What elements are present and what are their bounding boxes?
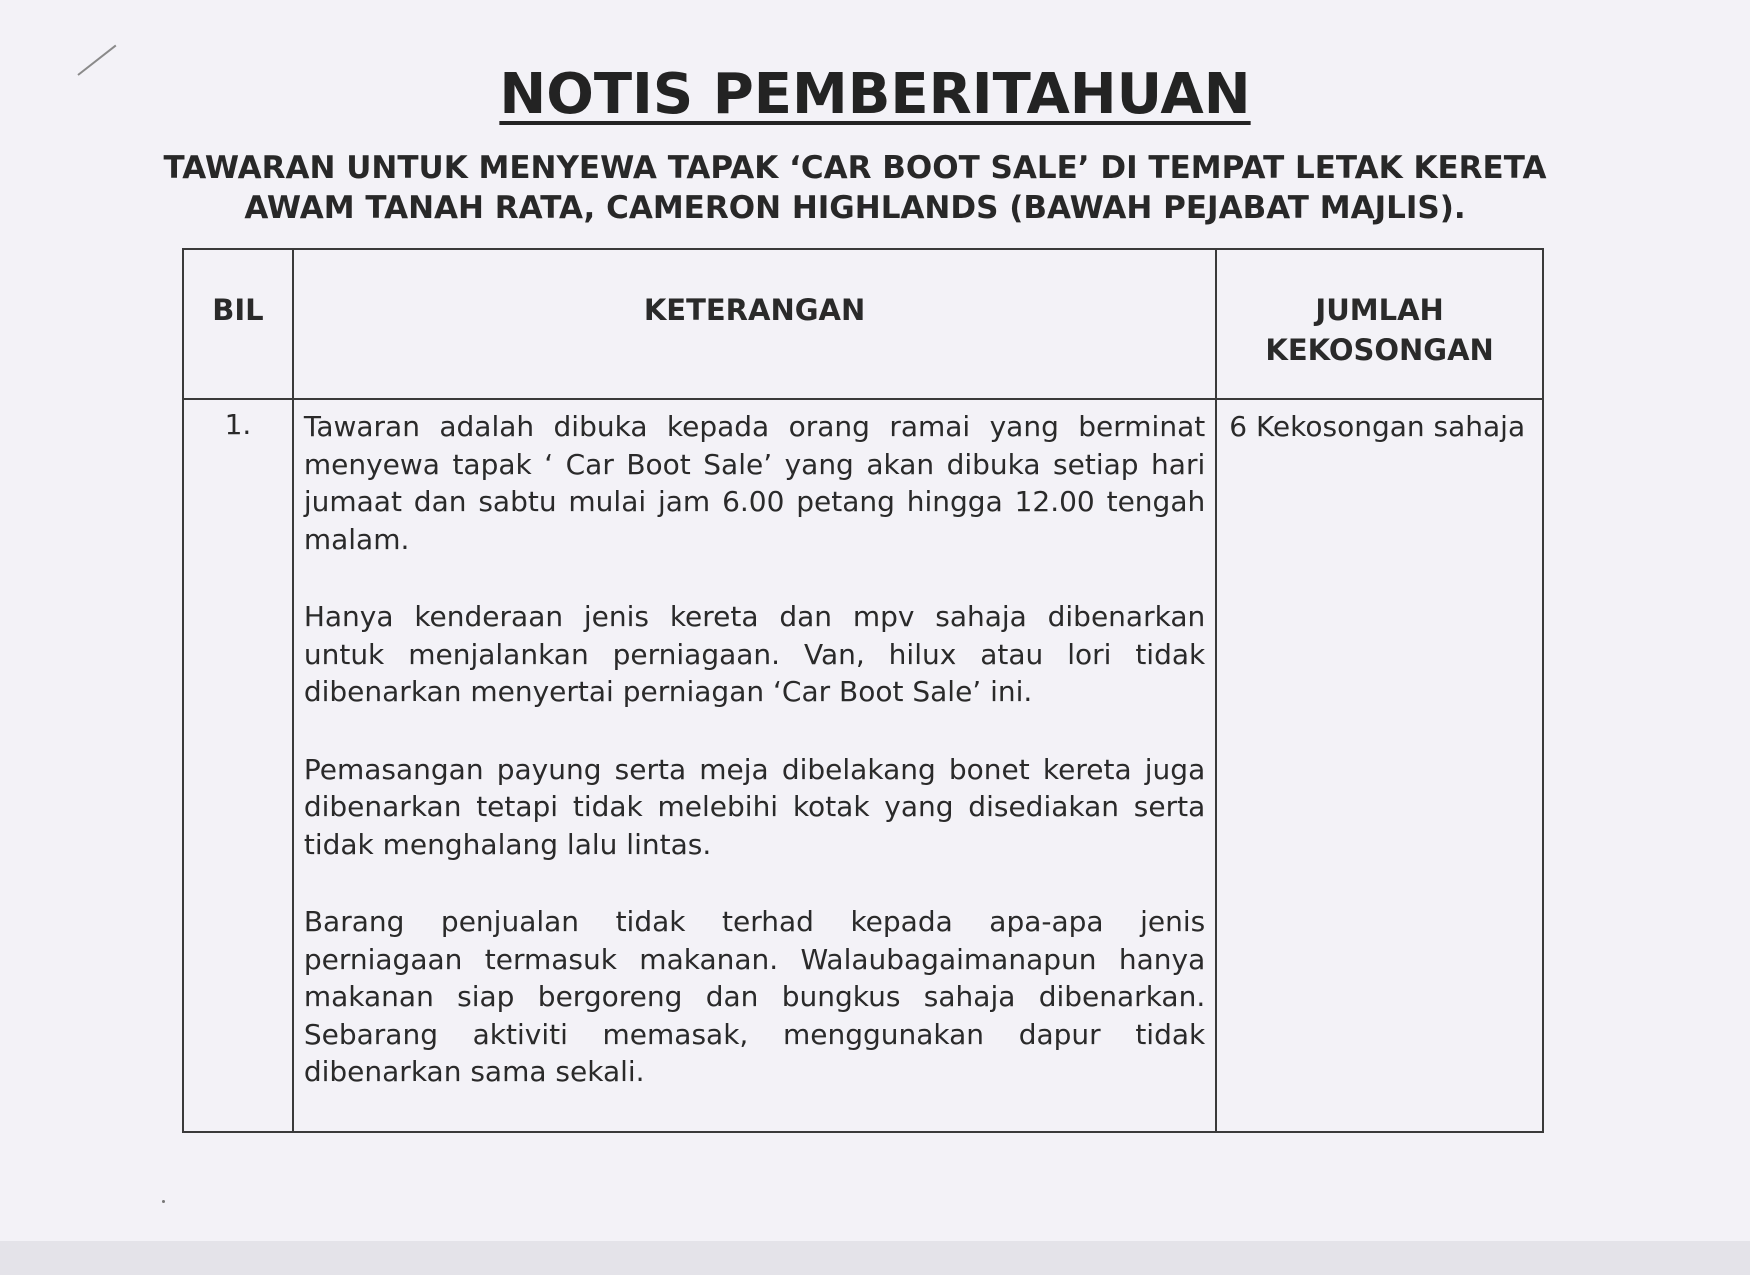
row-jumlah-kekosongan: 6 Kekosongan sahaja: [1216, 399, 1543, 1132]
scan-speck: [162, 1200, 165, 1203]
row-keterangan: [293, 399, 1216, 1132]
notice-title-text: NOTIS PEMBERITAHUAN: [499, 62, 1251, 127]
notice-title: [0, 60, 1750, 130]
keterangan-paragraph-3: Pemasangan payung serta meja dibelakang bonet kereta juga dibenarkan tetapi tidak melebihi kotak yang disediakan serta tidak menghalang lalu lintas.: [303, 752, 1206, 861]
row-bil: 1.: [183, 399, 293, 1132]
table-row: [183, 399, 1543, 1132]
header-jumlah-kekosongan: JUMLAH KEKOSONGAN: [1216, 249, 1543, 399]
scan-bottom-edge: [0, 1241, 1750, 1275]
notice-table: [182, 248, 1544, 1133]
header-bil: BIL: [183, 249, 293, 399]
keterangan-paragraph-2: Hanya kenderaan jenis kereta dan mpv sahaja dibenarkan untuk menjalankan perniagaan. Van, hilux atau lori tidak dibenarkan menyertai perniagan ‘Car Boot Sale’ ini.: [303, 600, 1206, 708]
keterangan-paragraph-1: Tawaran adalah dibuka kepada orang ramai yang berminat menyewa tapak ‘ Car Boot Sale’ yang akan dibuka setiap hari jumaat dan sabtu mulai jam 6.00 petang hingga 12.00 tengah malam.: [303, 410, 1206, 556]
keterangan-paragraph-4: Barang penjualan tidak terhad kepada apa-apa jenis perniagaan termasuk makanan. Walaubagaimanapun hanya makanan siap bergoreng dan bungkus sahaja dibenarkan. Sebarang aktiviti memasak, menggunakan dapur tidak dibenarkan sama sekali.: [303, 905, 1206, 1088]
header-keterangan: KETERANGAN: [293, 249, 1216, 399]
notice-subtitle: TAWARAN UNTUK MENYEWA TAPAK ‘CAR BOOT SALE’ DI TEMPAT LETAK KERETA AWAM TANAH RATA, CAMERON HIGHLANDS (BAWAH PEJABAT MAJLIS).: [163, 150, 1547, 226]
table-header-row: [183, 249, 1543, 399]
